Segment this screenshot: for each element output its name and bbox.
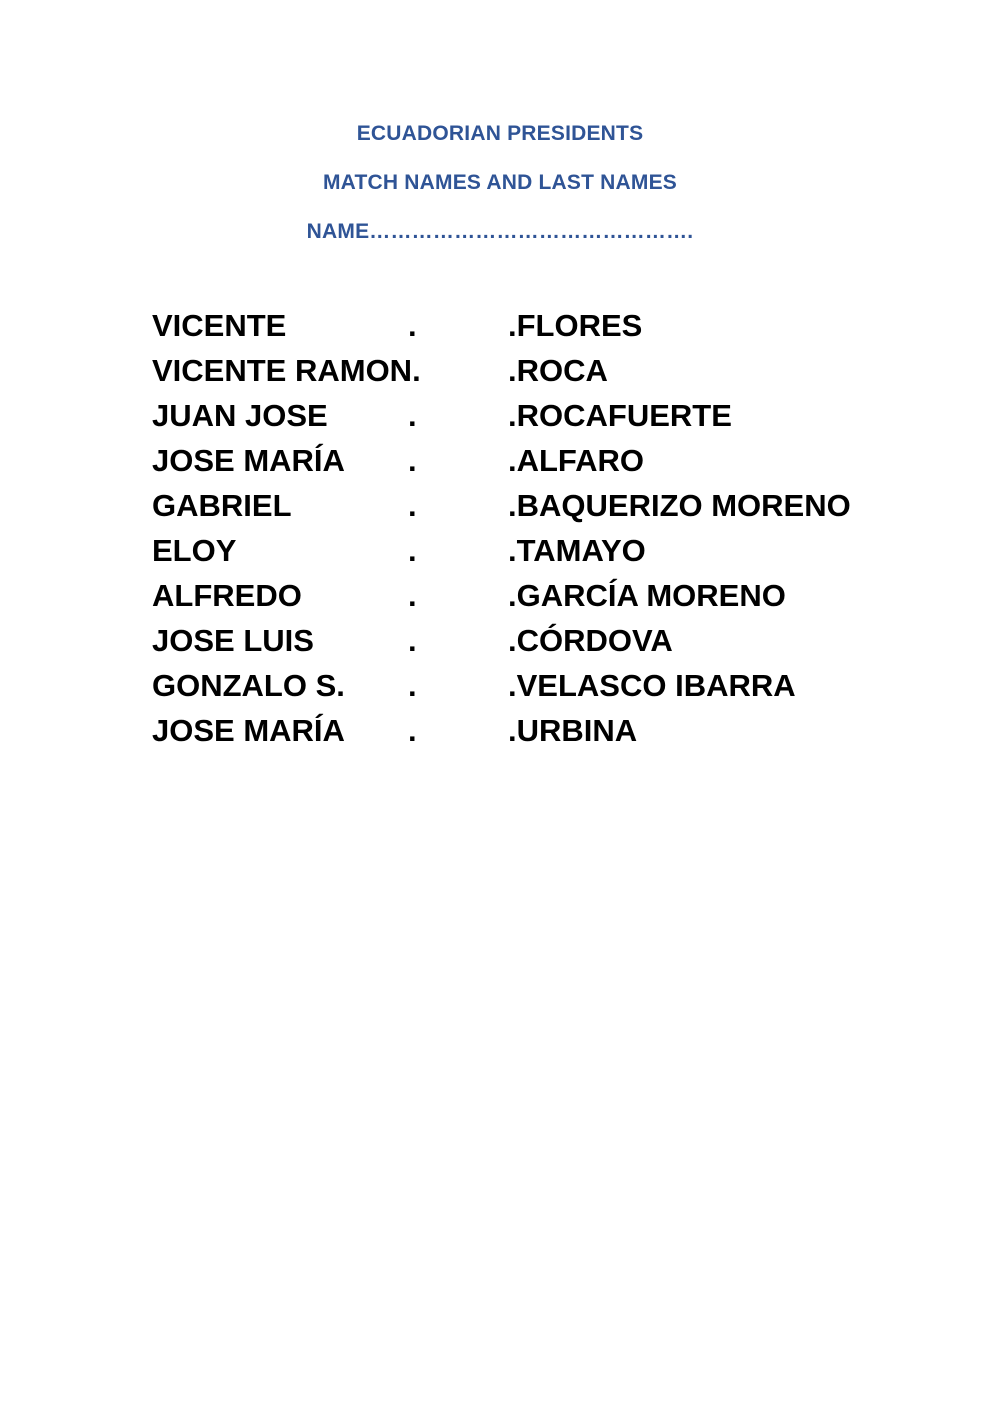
first-name: VICENTE [152,308,287,343]
first-name: GABRIEL [152,488,292,523]
last-name[interactable]: .URBINA [508,713,638,748]
match-row [152,578,912,623]
match-dot-left[interactable]: . [408,443,417,478]
first-name: JUAN JOSE [152,398,328,433]
last-name[interactable]: .ROCAFUERTE [508,398,732,433]
first-name: ELOY [152,533,237,568]
last-name[interactable]: .BAQUERIZO MORENO [508,488,851,523]
student-name-field: NAME………………………………………. [306,220,694,243]
match-dot-left[interactable]: . [408,488,417,523]
match-dot-left[interactable]: . [408,578,417,613]
first-name: JOSE MARÍA [152,713,345,748]
match-row [152,488,912,533]
first-name: GONZALO S. [152,668,345,703]
last-name[interactable]: .CÓRDOVA [508,623,673,658]
match-row [152,713,912,758]
match-dot-left[interactable]: . [408,713,417,748]
last-name[interactable]: .VELASCO IBARRA [508,668,796,703]
first-name: ALFREDO [152,578,302,613]
match-dot-left[interactable]: . [408,308,417,343]
match-row [152,353,912,398]
last-name[interactable]: .TAMAYO [508,533,646,568]
last-name[interactable]: .ROCA [508,353,608,388]
match-row [152,443,912,488]
worksheet-instruction: MATCH NAMES AND LAST NAMES [322,171,678,194]
match-row [152,308,912,353]
first-name: VICENTE RAMON. [152,353,421,388]
match-row [152,623,912,668]
last-name[interactable]: .FLORES [508,308,643,343]
first-name: JOSE MARÍA [152,443,345,478]
match-dot-left[interactable]: . [408,398,417,433]
matching-list [152,308,912,758]
match-dot-left[interactable]: . [408,668,417,703]
worksheet-title: ECUADORIAN PRESIDENTS [356,122,644,145]
match-row [152,398,912,443]
first-name: JOSE LUIS [152,623,314,658]
match-dot-left[interactable]: . [408,533,417,568]
match-row [152,533,912,578]
match-dot-left[interactable]: . [408,623,417,658]
match-row [152,668,912,713]
last-name[interactable]: .ALFARO [508,443,645,478]
last-name[interactable]: .GARCÍA MORENO [508,578,786,613]
